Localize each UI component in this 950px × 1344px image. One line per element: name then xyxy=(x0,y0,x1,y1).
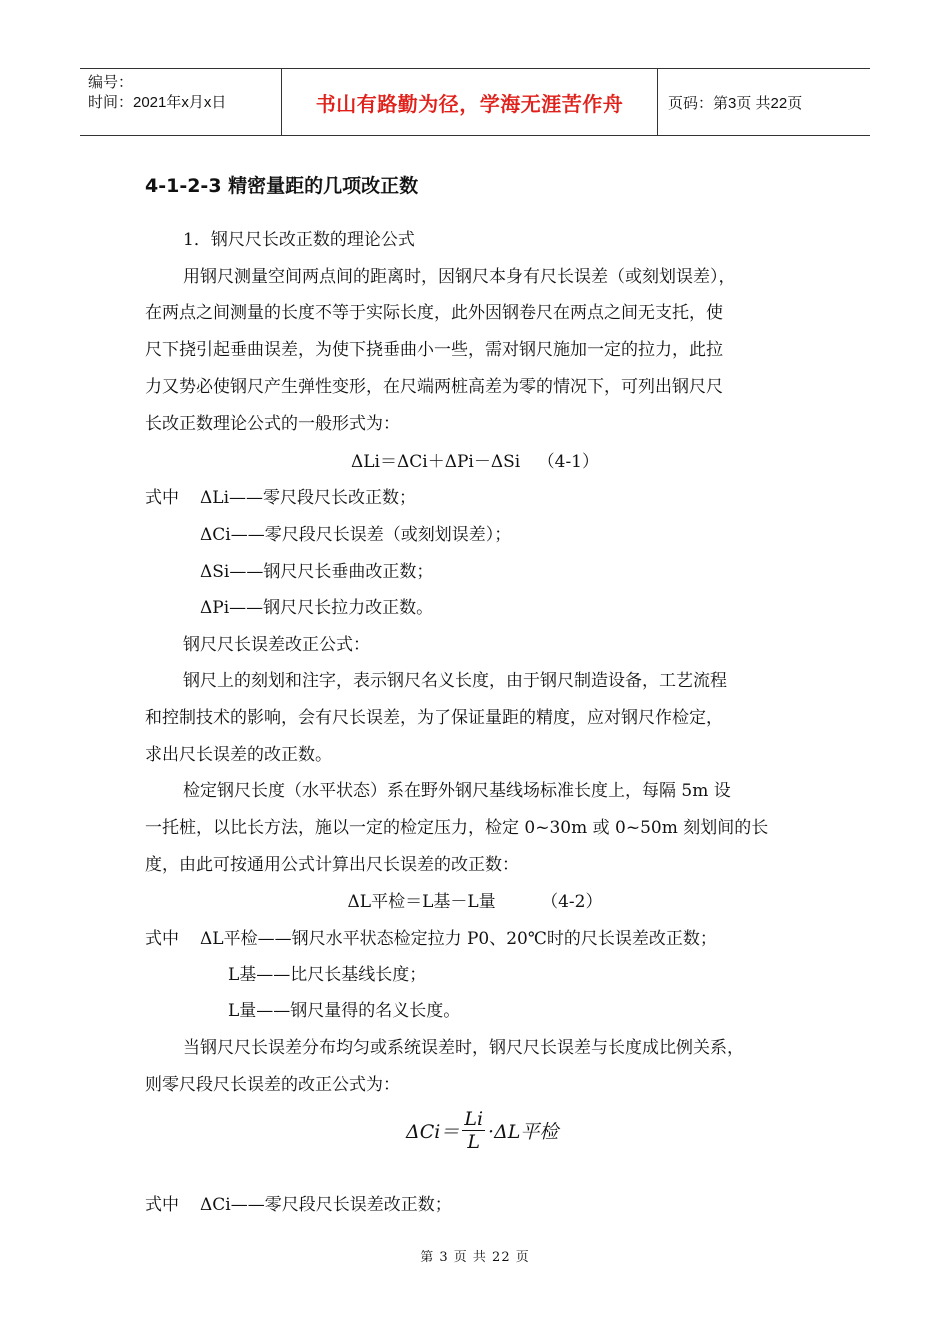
paragraph-line: 则零尺段尺长误差的改正公式为： xyxy=(145,1075,400,1095)
formula-lhs: ΔCi＝ xyxy=(406,1121,460,1143)
formula-number: （4-1） xyxy=(537,452,600,472)
fraction xyxy=(462,1108,485,1153)
page-footer: 第 3 页 共 22 页 xyxy=(420,1250,530,1265)
paragraph-line: 钢尺上的刻划和注字，表示钢尺名义长度，由于钢尺制造设备，工艺流程 xyxy=(183,671,727,691)
formula-text: ΔL平检＝L基－L量 xyxy=(347,892,496,912)
motto-text: 书山有路勤为径，学海无涯苦作舟 xyxy=(315,91,624,116)
definition-line: L量——钢尺量得的名义长度。 xyxy=(228,1001,461,1021)
paragraph-line: 力又势必使钢尺产生弹性变形，在尺端两桩高差为零的情况下，可列出钢尺尺 xyxy=(145,377,723,397)
fraction-numerator: Li xyxy=(464,1108,484,1130)
paragraph-line: 1．钢尺尺长改正数的理论公式 xyxy=(183,230,415,250)
definition-line: ΔCi——零尺段尺长误差（或刻划误差）； xyxy=(200,525,512,545)
time-label: 时间：2021年x月x日 xyxy=(88,94,227,111)
paragraph-line: 求出尺长误差的改正数。 xyxy=(145,745,332,765)
fraction-denominator: L xyxy=(467,1131,480,1153)
header-motto xyxy=(282,69,658,135)
number-label: 编号： xyxy=(88,74,134,91)
definition-line: ΔL平检——钢尺水平状态检定拉力 P0、20℃时的尺长误差改正数； xyxy=(200,929,717,949)
paragraph-line: 度，由此可按通用公式计算出尺长误差的改正数： xyxy=(145,855,519,875)
formula-number: （4-2） xyxy=(541,892,603,912)
definition-line: ΔCi——零尺段尺长误差改正数； xyxy=(200,1195,452,1215)
section-title: 4-1-2-3 精密量距的几项改正数 xyxy=(145,175,419,197)
definition-line: ΔSi——钢尺尺长垂曲改正数； xyxy=(200,562,434,582)
paragraph-line: 和控制技术的影响，会有尺长误差，为了保证量距的精度，应对钢尺作检定， xyxy=(145,708,723,728)
paragraph-line: 长改正数理论公式的一般形式为： xyxy=(145,414,400,434)
defs-label: 式中 xyxy=(145,929,179,949)
paragraph-line: 检定钢尺长度（水平状态）系在野外钢尺基线场标准长度上，每隔 5m 设 xyxy=(183,781,731,801)
formula-ratio xyxy=(406,1108,558,1153)
paragraph-line: 在两点之间测量的长度不等于实际长度，此外因钢卷尺在两点之间无支托，使 xyxy=(145,303,723,323)
definition-line: ΔLi——零尺段尺长改正数； xyxy=(200,488,417,508)
definition-line: ΔPi——钢尺尺长拉力改正数。 xyxy=(200,598,434,618)
paragraph-line: 钢尺尺长误差改正公式： xyxy=(183,635,370,655)
paragraph-line: 当钢尺尺长误差分布均匀或系统误差时，钢尺尺长误差与长度成比例关系， xyxy=(183,1038,744,1058)
formula-rhs: ·ΔL平检 xyxy=(488,1121,559,1143)
paragraph-line: 用钢尺测量空间两点间的距离时，因钢尺本身有尺长误差（或刻划误差）， xyxy=(183,267,736,287)
definition-line: L基——比尺长基线长度； xyxy=(228,965,427,985)
page-header xyxy=(80,68,870,136)
formula-4-1 xyxy=(0,451,950,473)
defs-label: 式中 xyxy=(145,1195,179,1215)
header-page-info: 页码：第3页 共22页 xyxy=(668,94,803,112)
paragraph-line: 尺下挠引起垂曲误差，为使下挠垂曲小一些，需对钢尺施加一定的拉力，此拉 xyxy=(145,340,723,360)
formula-4-2 xyxy=(0,891,950,913)
paragraph-line: 一托桩，以比长方法，施以一定的检定压力，检定 0~30m 或 0~50m 刻划间的长 xyxy=(145,818,769,838)
formula-text: ΔLi＝ΔCi＋ΔPi－ΔSi xyxy=(350,452,521,472)
header-meta xyxy=(80,69,282,135)
defs-label: 式中 xyxy=(145,488,179,508)
